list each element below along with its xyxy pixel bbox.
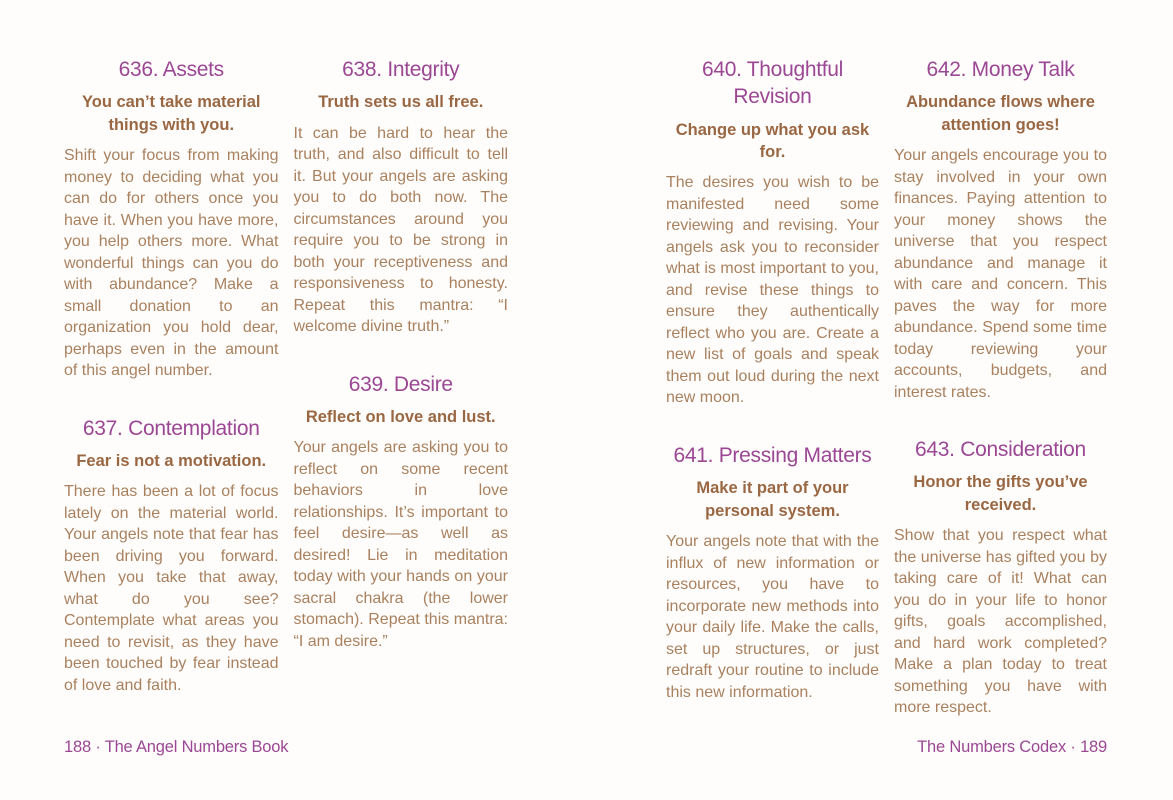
page-footer-left: 188 · The Angel Numbers Book <box>64 738 289 756</box>
entry-title: 640. Thoughtful Revision <box>701 58 844 109</box>
entry-body: It can be hard to hear the truth, and also difficult to tell it. But your angels are asking you to do both now. The circumstances around you require you to be strong in both your receptiveness and responsiveness to honesty. Repeat this mantra: “I welcome divine truth.” <box>293 124 508 336</box>
entry-body: Your angels note that with the influx of new information or resources, you have to incorporate new methods into your daily life. Make the calls, set up structures, or just redraft your routine to include this new information. <box>666 533 879 701</box>
angel-number-entry-639 <box>294 371 509 653</box>
angel-number-entry-640 <box>666 56 879 409</box>
entry-body: Show that you respect what the universe has gifted you by taking care of it! What can you do in your life to honor gifts, goals accomplished, and hard work completed? Make a plan today to treat something you have with more respect. <box>894 527 1107 717</box>
angel-number-entry-642 <box>894 56 1107 403</box>
entry-body: Shift your focus from making money to deciding what you can do for others once you have it. When you have more, you help others more. What wonderful things can you do with abundance? Make a small donation to an organization you hold dear, perhaps even in the amount of this angel number. <box>64 147 279 380</box>
angel-number-entry-643 <box>894 436 1107 719</box>
entry-title: 639. Desire <box>348 372 453 396</box>
entry-title: 638. Integrity <box>342 58 460 81</box>
page-right-columns <box>666 56 1107 719</box>
entry-subtitle: You can’t take material things with you. <box>81 93 261 134</box>
column-1 <box>64 56 279 696</box>
page-left <box>0 0 586 800</box>
entry-title: 643. Consideration <box>915 438 1086 462</box>
page-right <box>587 0 1173 800</box>
entry-title: 641. Pressing Matters <box>673 443 872 467</box>
entry-subtitle: Change up what you ask for. <box>675 120 870 162</box>
entry-title: 642. Money Talk <box>926 58 1075 81</box>
entry-subtitle: Reflect on love and lust. <box>305 408 496 427</box>
column-3 <box>666 56 879 719</box>
entry-subtitle: Make it part of your personal system. <box>696 479 849 520</box>
entry-body: The desires you wish to be manifested need some reviewing and revising. Your angels ask you to reconsider what is most important to you, and revise these things to ensure they authentically reflect who you are. Create a new list of goals and speak them out loud during the next new moon. <box>666 174 879 407</box>
angel-number-entry-638 <box>294 56 509 338</box>
entry-body: Your angels encourage you to stay involved in your own finances. Paying attention to your money shows the universe that you respect abundance and manage it with care and concern. This paves the way for more abundance. Spend some time today reviewing your accounts, budgets, and interest rates. <box>894 147 1107 401</box>
angel-number-entry-637 <box>64 415 279 697</box>
column-4 <box>894 56 1107 719</box>
entry-subtitle: Fear is not a motivation. <box>76 451 267 470</box>
entry-subtitle: Truth sets us all free. <box>318 93 484 112</box>
entry-subtitle: Abundance flows where attention goes! <box>906 93 1095 134</box>
angel-number-entry-641 <box>666 442 879 703</box>
entry-subtitle: Honor the gifts you’ve received. <box>913 473 1088 514</box>
column-2 <box>294 56 509 696</box>
entry-body: Your angels are asking you to reflect on some recent behaviors in love relationships. It’s important to feel desire—as well as desired! Lie in meditation today with your hands on your sacral chakra (the lower stomach). Repeat this mantra: “I am desire.” <box>293 439 508 650</box>
page-left-columns <box>64 56 508 696</box>
page-footer-right: The Numbers Codex · 189 <box>917 738 1107 756</box>
entry-title: 636. Assets <box>118 58 224 81</box>
entry-body: There has been a lot of focus lately on the material world. Your angels note that fear has been driving you forward. When you take that away, what do you see? Contemplate what areas you need to revisit, as they have been touched by fear instead of love and faith. <box>64 483 279 694</box>
entry-title: 637. Contemplation <box>82 416 260 440</box>
angel-number-entry-636 <box>64 56 279 382</box>
